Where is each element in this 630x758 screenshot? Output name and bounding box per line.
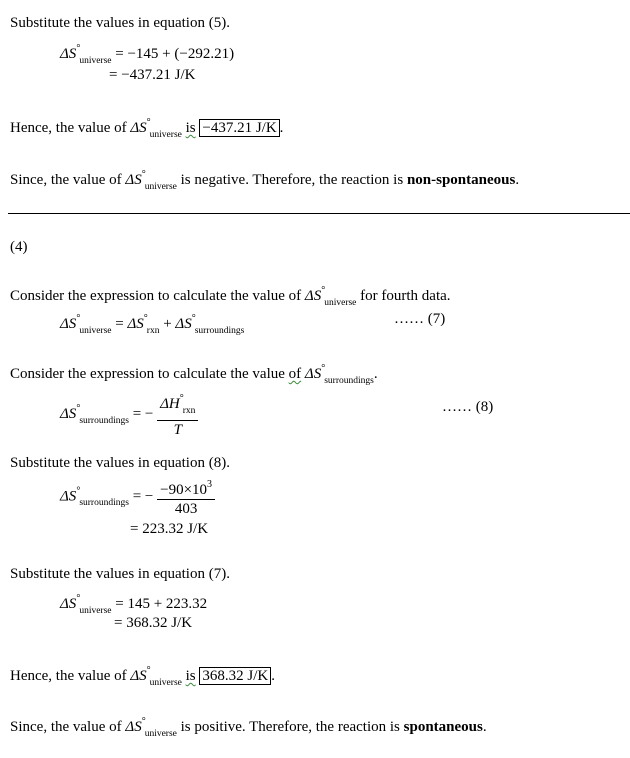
equation-8: $\Delta S^\circ_{surroundings}$ = − $\frac{\Delta H^\circ_{rxn}}{T}$ — [60, 390, 198, 439]
equation-7-substituted: $\Delta S^\circ_{universe} = 145 + 223.32$ — [60, 593, 208, 616]
equation-8-substituted: $\Delta S^\circ_{surroundings}$ = − $\frac{-90\times 10^3}{403}$ — [60, 476, 215, 518]
part-label: (4) — [10, 239, 28, 255]
since-line-1: Since, the value of $\Delta S^\circ_{universe}$ is negative. Therefore, the reaction is non-spontaneous. — [10, 169, 520, 192]
consider-line-2: Consider the expression to calculate the value of $\Delta S^\circ_{surroundings}$. — [10, 363, 378, 386]
instruction-line-1: Substitute the values in equation (5). — [10, 15, 230, 31]
equation-8-tag: …… (8) — [442, 399, 494, 415]
hence-line-2: Hence, the value of $\Delta S^\circ_{universe}$ is 368.32 J/K . — [10, 665, 275, 688]
equation-7-result: = 368.32 J/K — [114, 615, 193, 631]
equation-universe-result: = −437.21 J/K — [109, 67, 196, 83]
equation-8-fraction: $\frac{\Delta H^\circ_{rxn}}{T}$ — [157, 390, 198, 439]
answer-box-1: −437.21 J/K — [199, 119, 279, 137]
equation-8-result: = 223.32 J/K — [130, 521, 209, 537]
answer-box-2: 368.32 J/K — [199, 667, 271, 685]
hence-line-1: Hence, the value of $\Delta S^\circ_{universe}$ is −437.21 J/K . — [10, 117, 284, 140]
equation-universe-sum: $\Delta S^\circ_{universe} = -145 + (-292.21)$ — [60, 43, 235, 66]
instruction-line-2: Substitute the values in equation (8). — [10, 455, 230, 471]
instruction-line-3: Substitute the values in equation (7). — [10, 566, 230, 582]
equation-7-tag: …… (7) — [394, 311, 446, 327]
equation-8-substituted-fraction: $\frac{-90\times 10^3}{403}$ — [157, 476, 215, 518]
consider-line-1: Consider the expression to calculate the value of $\Delta S^\circ_{universe}$ for fourth data. — [10, 285, 451, 308]
since-line-2: Since, the value of $\Delta S^\circ_{universe}$ is positive. Therefore, the reaction is spontaneous. — [10, 716, 487, 739]
section-divider — [8, 213, 630, 214]
equation-7: $\Delta S^\circ_{universe} = \Delta S^\circ_{rxn} + \Delta S^\circ_{surroundings}$ — [60, 313, 245, 336]
